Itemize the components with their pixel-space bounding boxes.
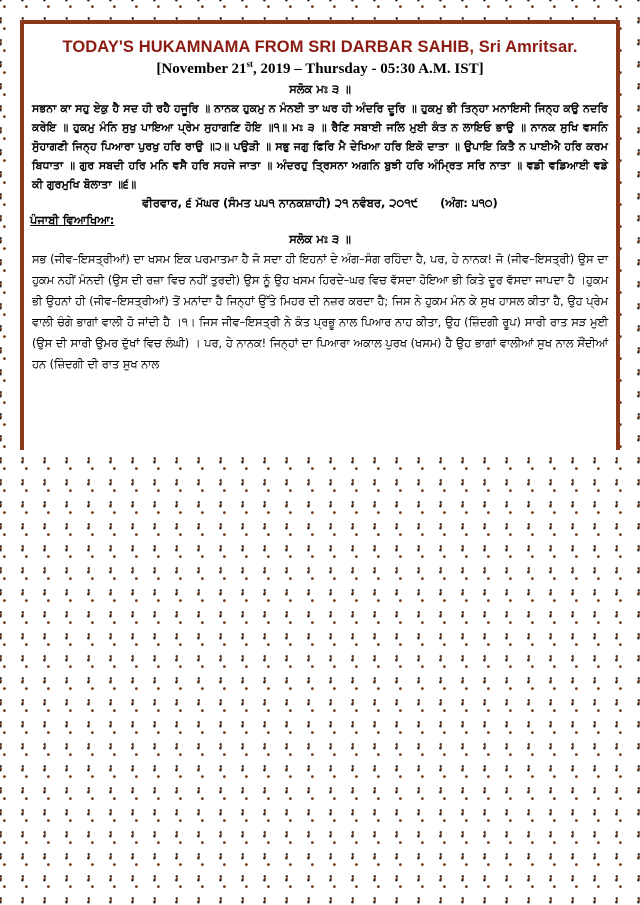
- date-main: [November 21: [156, 61, 247, 77]
- date-line: [24, 59, 616, 78]
- document-page: [20, 20, 620, 450]
- ang-number: (ਅੰਗ: ੫੧੦): [440, 196, 498, 210]
- salok-heading: ਸਲੋਕ ਮਃ ੩ ॥: [289, 82, 351, 96]
- punjabi-date-row: [24, 196, 616, 211]
- explanation-label: ਪੰਜਾਬੀ ਵਿਆਖਿਆ:: [30, 213, 115, 227]
- punjabi-date: ਵੀਰਵਾਰ, ੬ ਮੱਘਰ (ਸੰਮਤ ੫੫੧ ਨਾਨਕਸ਼ਾਹੀ) ੨੧ ਨਵੰਬਰ, ੨੦੧੯: [142, 196, 419, 210]
- date-rest: , 2019 – Thursday - 05:30 A.M. IST]: [253, 61, 484, 77]
- hukamnama-text: ਸਭਨਾ ਕਾ ਸਹੁ ਏਕੁ ਹੈ ਸਦ ਹੀ ਰਹੈ ਹਜੂਰਿ ॥ ਨਾਨਕ ਹੁਕਮੁ ਨ ਮੰਨਈ ਤਾ ਘਰ ਹੀ ਅੰਦਰਿ ਦੂਰਿ ॥ ਹੁਕਮੁ ਭੀ ਤਿਨ੍ਹਾ ਮਨਾਇਸੀ ਜਿਨ੍ਹ ਕਉ ਨਦਰਿ ਕਰੇਇ ॥ ਹੁਕਮੁ ਮੰਨਿ ਸੁਖੁ ਪਾਇਆ ਪ੍ਰੇਮ ਸੁਹਾਗਣਿ ਹੋਇ ॥੧॥ ਮਃ ੩ ॥ ਰੈਣਿ ਸਬਾਈ ਜਲਿ ਮੁਈ ਕੰਤ ਨ ਲਾਇਓ ਭਾਉ ॥ ਨਾਨਕ ਸੁਖਿ ਵਸਨਿ ਸੋੁਹਾਗਣੀ ਜਿਨ੍ਹ ਪਿਆਰਾ ਪੁਰਖੁ ਹਰਿ ਰਾਉ ॥੨॥ ਪਉੜੀ ॥ ਸਭੁ ਜਗੁ ਫਿਰਿ ਮੈ ਦੇਖਿਆ ਹਰਿ ਇਕੋ ਦਾਤਾ ॥ ਉਪਾਇ ਕਿਤੈ ਨ ਪਾਈਐ ਹਰਿ ਕਰਮ ਬਿਧਾਤਾ ॥ ਗੁਰ ਸਬਦੀ ਹਰਿ ਮਨਿ ਵਸੈ ਹਰਿ ਸਹਜੇ ਜਾਤਾ ॥ ਅੰਦਰਹੁ ਤ੍ਰਿਸਨਾ ਅਗਨਿ ਬੁਝੀ ਹਰਿ ਅੰਮ੍ਰਿਤ ਸਰਿ ਨਾਤਾ ॥ ਵਡੀ ਵਡਿਆਈ ਵਡੇ ਕੀ ਗੁਰਮੁਖਿ ਬੋਲਾਤਾ ॥੬॥: [32, 102, 608, 191]
- page-title: TODAY'S HUKAMNAMA FROM SRI DARBAR SAHIB, Sri Amritsar.: [62, 38, 578, 56]
- explanation-salok-heading: ਸਲੋਕ ਮਃ ੩ ॥: [289, 232, 351, 246]
- explanation-text: ਸਭ (ਜੀਵ–ਇਸਤ੍ਰੀਆਂ) ਦਾ ਖਸਮ ਇਕ ਪਰਮਾਤਮਾ ਹੈ ਜੋ ਸਦਾ ਹੀ ਇਹਨਾਂ ਦੇ ਅੰਗ–ਸੰਗ ਰਹਿੰਦਾ ਹੈ, ਪਰ, ਹੇ ਨਾਨਕ! ਜੋ (ਜੀਵ–ਇਸਤ੍ਰੀ) ਉਸ ਦਾ ਹੁਕਮ ਨਹੀਂ ਮੰਨਦੀ (ਉਸ ਦੀ ਰਜ਼ਾ ਵਿਚ ਨਹੀਂ ਤੁਰਦੀ) ਉਸ ਨੂੰ ਉਹ ਖਸਮ ਹਿਰਦੇ–ਘਰ ਵਿਚ ਵੱਸਦਾ ਹੋਇਆ ਭੀ ਕਿਤੇ ਦੂਰ ਵੱਸਦਾ ਜਾਪਦਾ ਹੈ ।ਹੁਕਮ ਭੀ ਉਹਨਾਂ ਹੀ (ਜੀਵ–ਇਸਤ੍ਰੀਆਂ) ਤੋਂ ਮਨਾਂਦਾ ਹੈ ਜਿਨ੍ਹਾਂ ਉੱਤੇ ਮਿਹਰ ਦੀ ਨਜ਼ਰ ਕਰਦਾ ਹੈ; ਜਿਸ ਨੇ ਹੁਕਮ ਮੰਨ ਕੇ ਸੁਖ ਹਾਸਲ ਕੀਤਾ ਹੈ, ਉਹ ਪ੍ਰੇਮ ਵਾਲੀ ਚੰਗੇ ਭਾਗਾਂ ਵਾਲੀ ਹੋ ਜਾਂਦੀ ਹੈ ।੧। ਜਿਸ ਜੀਵ–ਇਸਤ੍ਰੀ ਨੇ ਕੰਤ ਪ੍ਰਭੂ ਨਾਲ ਪਿਆਰ ਨਾਹ ਕੀਤਾ, ਉਹ (ਜ਼ਿੰਦਗੀ ਰੂਪ) ਸਾਰੀ ਰਾਤ ਸੜ ਮੁਈ (ਉਸ ਦੀ ਸਾਰੀ ਉਮਰ ਦੁੱਖਾਂ ਵਿਚ ਲੰਘੀ) । ਪਰ, ਹੇ ਨਾਨਕ! ਜਿਨ੍ਹਾਂ ਦਾ ਪਿਆਰਾ ਅਕਾਲ ਪੁਰਖ (ਖਸਮ) ਹੈ ਉਹ ਭਾਗਾਂ ਵਾਲੀਆਂ ਸੁਖ ਨਾਲ ਸੌਂਦੀਆਂ ਹਨ (ਜ਼ਿੰਦਗੀ ਦੀ ਰਾਤ ਸੁਖ ਨਾਲ: [32, 253, 608, 371]
- date-suffix: st: [246, 59, 254, 69]
